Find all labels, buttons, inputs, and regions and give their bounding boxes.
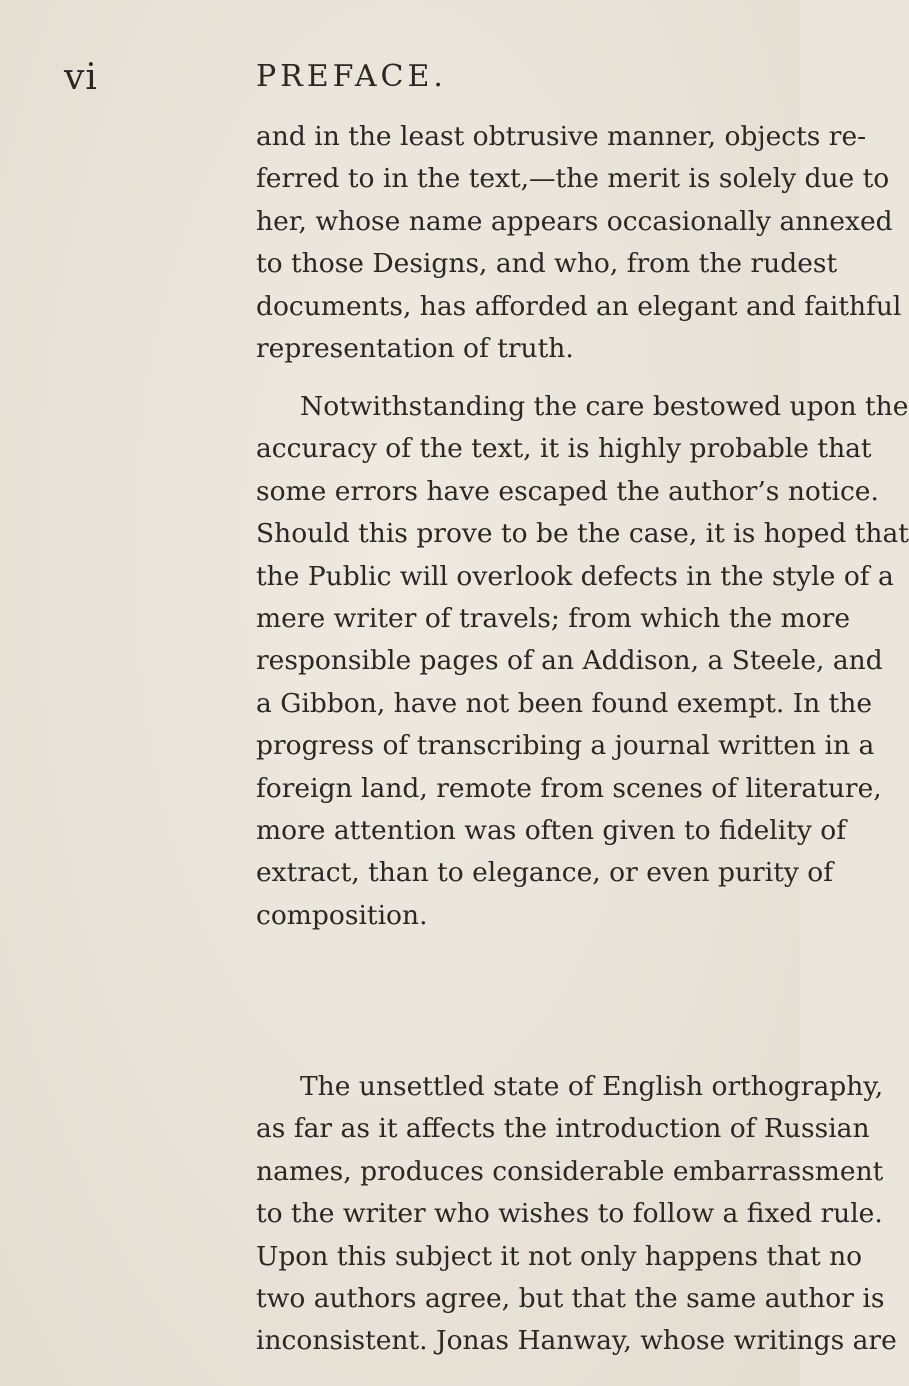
- text-line: her, whose name appears occasionally annexed: [256, 205, 893, 237]
- text-line: to the writer who wishes to follow a fixed rule.: [256, 1198, 883, 1230]
- text-line: progress of transcribing a journal written in a: [256, 730, 875, 762]
- paragraph-2: [256, 386, 909, 937]
- text-line: and in the least obtrusive manner, objects re-: [256, 121, 867, 152]
- text-line: two authors agree, but that the same author is: [256, 1283, 885, 1315]
- text-line: foreign land, remote from scenes of literature,: [256, 772, 882, 804]
- text-line: inconsistent. Jonas Hanway, whose writings are: [256, 1325, 897, 1357]
- text-line: some errors have escaped the author’s notice.: [256, 475, 879, 507]
- paragraph-3: [256, 1066, 897, 1363]
- text-line: representation of truth.: [256, 333, 574, 365]
- text-line: extract, than to elegance, or even purity of: [256, 857, 834, 889]
- text-line: accuracy of the text, it is highly probable that: [256, 433, 872, 465]
- text-line: as far as it affects the introduction of Russian: [256, 1113, 870, 1145]
- text-line: documents, has afforded an elegant and faithful: [256, 290, 902, 322]
- text-line: The unsettled state of English orthography,: [300, 1071, 884, 1102]
- text-line: Notwithstanding the care bestowed upon the: [300, 391, 909, 422]
- paragraph-1: [256, 116, 902, 370]
- text-line: composition.: [256, 899, 428, 931]
- text-line: mere writer of travels; from which the more: [256, 603, 851, 635]
- running-head: PREFACE.: [256, 59, 447, 94]
- text-line: names, produces considerable embarrassment: [256, 1155, 884, 1187]
- text-line: a Gibbon, have not been found exempt. In the: [256, 687, 873, 719]
- text-line: ferred to in the text,—the merit is solely due to: [256, 163, 890, 195]
- text-line: Upon this subject it not only happens that no: [256, 1240, 863, 1272]
- text-line: responsible pages of an Addison, a Steele, and: [256, 645, 883, 677]
- text-line: the Public will overlook defects in the style of a: [256, 560, 894, 592]
- text-line: more attention was often given to fidelity of: [256, 815, 847, 847]
- text-line: Should this prove to be the case, it is hoped that: [256, 518, 909, 550]
- text-line: to those Designs, and who, from the rudest: [256, 248, 838, 280]
- page-number: vi: [64, 57, 98, 98]
